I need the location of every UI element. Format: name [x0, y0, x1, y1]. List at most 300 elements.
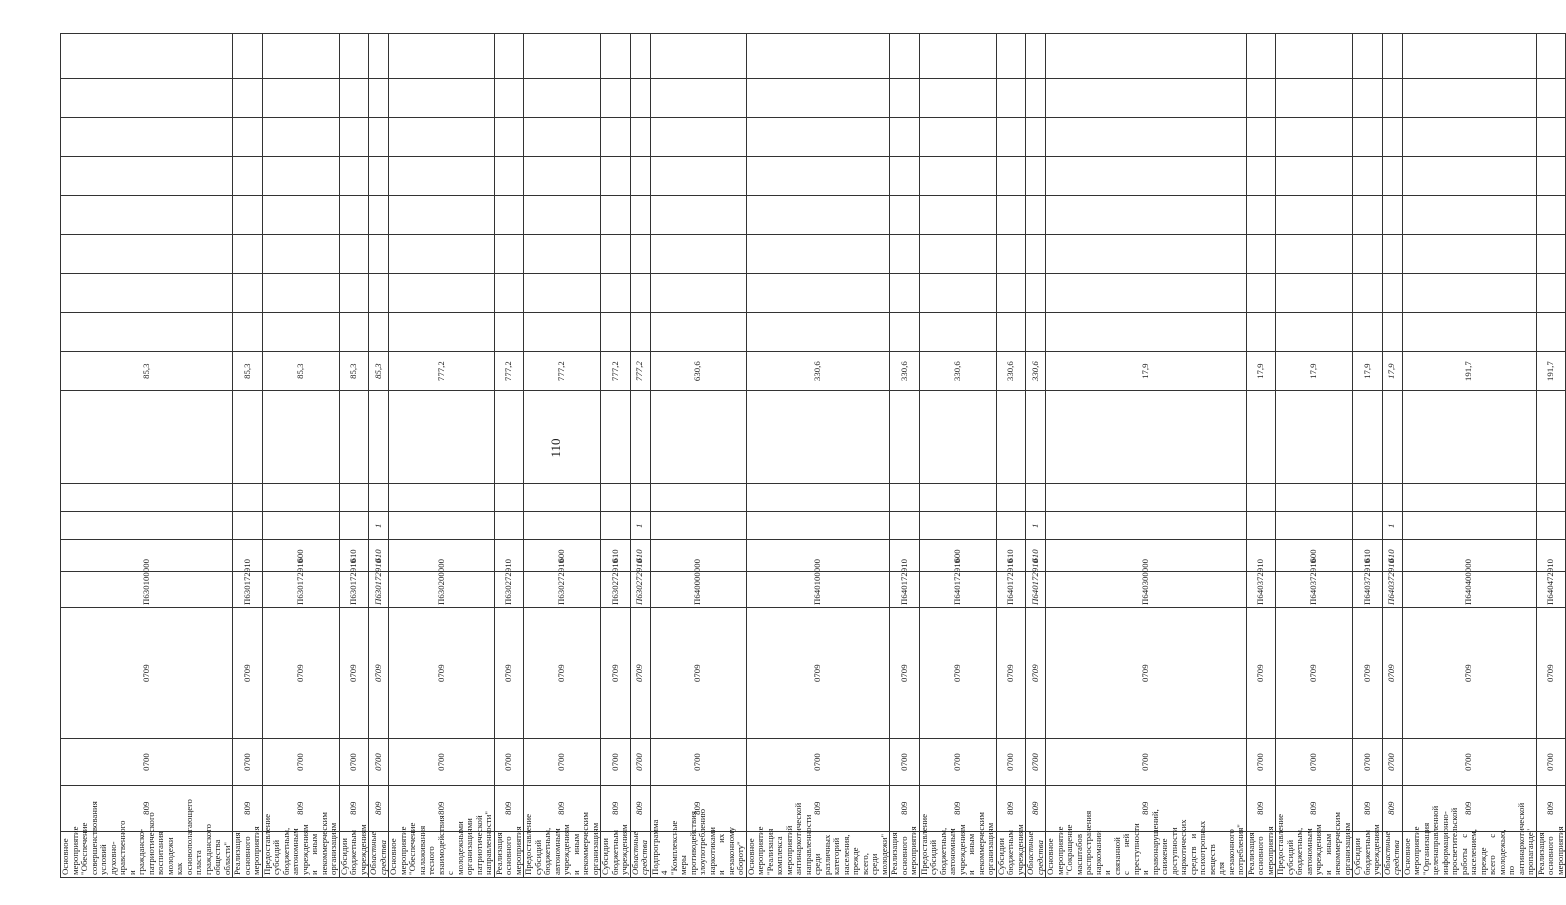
cell-cs: П640100000: [746, 572, 890, 608]
empty-cell: [746, 78, 890, 117]
empty-cell: [61, 234, 233, 273]
cell-flag: 1: [1026, 512, 1046, 540]
empty-cell: [630, 273, 650, 312]
empty-cell: [233, 117, 263, 156]
empty-cell: [61, 313, 233, 352]
empty-cell: [890, 117, 920, 156]
table-row: [630, 34, 650, 878]
table-row: [389, 34, 495, 878]
cell-amount: 191,7: [1536, 352, 1566, 391]
cell-cs: П630172910: [262, 572, 339, 608]
empty-cell: [61, 273, 233, 312]
empty-cell: [1046, 78, 1247, 117]
cell-gl: 809: [389, 785, 495, 831]
cell-pr: 0709: [262, 607, 339, 738]
empty-cell: [339, 117, 369, 156]
empty-cell: [601, 34, 631, 79]
empty-cell: [524, 273, 601, 312]
empty-cell: [262, 234, 339, 273]
empty-cell: [890, 483, 920, 511]
cell-amount: 191,7: [1402, 352, 1536, 391]
empty-cell: [389, 483, 495, 511]
empty-cell: [1536, 483, 1566, 511]
cell-gl: 809: [746, 785, 890, 831]
empty-cell: [262, 195, 339, 234]
cell-rz: 0700: [1246, 739, 1276, 785]
cell-name: Областные средства: [1026, 831, 1046, 877]
cell-pr: 0709: [1353, 607, 1383, 738]
cell-name: Областные средства: [369, 831, 389, 877]
empty-cell: [1046, 117, 1247, 156]
cell-rz: 0700: [1046, 739, 1247, 785]
cell-pr: 0709: [233, 607, 263, 738]
empty-cell: [1382, 483, 1402, 511]
cell-pr: 0709: [1536, 607, 1566, 738]
cell-rz: 0700: [919, 739, 996, 785]
empty-cell: [601, 78, 631, 117]
cell-pr: 0709: [601, 607, 631, 738]
empty-cell: [1536, 78, 1566, 117]
empty-cell: [494, 313, 524, 352]
cell-gl: 809: [1246, 785, 1276, 831]
empty-cell: [1046, 483, 1247, 511]
empty-cell: [1382, 156, 1402, 195]
cell-flag: [1402, 512, 1536, 540]
budget-table-body: [61, 34, 1566, 878]
cell-name: Субсидии бюджетным учреждениям: [601, 831, 631, 877]
empty-cell: [1402, 391, 1536, 483]
empty-cell: [1402, 234, 1536, 273]
rotated-page: [60, 33, 1565, 878]
cell-name: Субсидии бюджетным учреждениям: [339, 831, 369, 877]
table-row: [919, 34, 996, 878]
empty-cell: [746, 195, 890, 234]
empty-cell: [494, 195, 524, 234]
cell-gl: 809: [369, 785, 389, 831]
empty-cell: [233, 78, 263, 117]
cell-rz: 0700: [1402, 739, 1536, 785]
empty-cell: [919, 273, 996, 312]
empty-cell: [1353, 34, 1383, 79]
cell-amount: 17,9: [1382, 352, 1402, 391]
empty-cell: [1026, 483, 1046, 511]
empty-cell: [1536, 156, 1566, 195]
empty-cell: [601, 273, 631, 312]
cell-vr: 610: [1382, 540, 1402, 572]
empty-cell: [630, 483, 650, 511]
empty-cell: [262, 78, 339, 117]
empty-cell: [524, 156, 601, 195]
empty-cell: [746, 313, 890, 352]
empty-cell: [1276, 78, 1353, 117]
empty-cell: [650, 273, 746, 312]
empty-cell: [262, 483, 339, 511]
cell-cs: П640472910: [1536, 572, 1566, 608]
cell-name: Субсидии бюджетным учреждениям: [996, 831, 1026, 877]
cell-amount: 330,6: [1026, 352, 1046, 391]
empty-cell: [233, 273, 263, 312]
cell-gl: 809: [601, 785, 631, 831]
empty-cell: [369, 234, 389, 273]
empty-cell: [1353, 195, 1383, 234]
cell-gl: 809: [890, 785, 920, 831]
empty-cell: [650, 34, 746, 79]
empty-cell: [601, 234, 631, 273]
cell-pr: 0709: [1382, 607, 1402, 738]
cell-cs: П630200000: [389, 572, 495, 608]
cell-cs: П640372910: [1276, 572, 1353, 608]
empty-cell: [1026, 156, 1046, 195]
cell-amount: 777,2: [389, 352, 495, 391]
cell-amount: 17,9: [1046, 352, 1247, 391]
empty-cell: [996, 78, 1026, 117]
empty-cell: [339, 313, 369, 352]
cell-amount: 330,6: [919, 352, 996, 391]
empty-cell: [1382, 195, 1402, 234]
empty-cell: [1276, 234, 1353, 273]
empty-cell: [339, 391, 369, 483]
table-row: [650, 34, 746, 878]
empty-cell: [1246, 391, 1276, 483]
empty-cell: [524, 483, 601, 511]
empty-cell: [61, 78, 233, 117]
cell-cs: П630100000: [61, 572, 233, 608]
cell-flag: [919, 512, 996, 540]
empty-cell: [919, 195, 996, 234]
cell-gl: 809: [1382, 785, 1402, 831]
cell-name: Основное мероприятие "Обеспечение совершенствования условий духовно-нравственного и гражданско-патриотического воспитания молодежи как основополагающего пласта гражданского общества области": [61, 831, 233, 877]
empty-cell: [494, 34, 524, 79]
cell-rz: 0700: [389, 739, 495, 785]
table-row: [1046, 34, 1247, 878]
table-row: [1353, 34, 1383, 878]
cell-pr: 0709: [996, 607, 1026, 738]
cell-name: Областные средства: [1382, 831, 1402, 877]
cell-flag: [1353, 512, 1383, 540]
empty-cell: [630, 117, 650, 156]
empty-cell: [996, 195, 1026, 234]
cell-gl: 809: [524, 785, 601, 831]
empty-cell: [339, 195, 369, 234]
cell-amount: 330,6: [746, 352, 890, 391]
empty-cell: [233, 34, 263, 79]
empty-cell: [369, 78, 389, 117]
cell-name: Реализация основного мероприятия: [494, 831, 524, 877]
cell-amount: 85,3: [61, 352, 233, 391]
cell-rz: 0700: [1382, 739, 1402, 785]
table-row: [369, 34, 389, 878]
empty-cell: [1402, 34, 1536, 79]
empty-cell: [1026, 78, 1046, 117]
empty-cell: [601, 117, 631, 156]
cell-rz: 0700: [890, 739, 920, 785]
cell-gl: 809: [1536, 785, 1566, 831]
empty-cell: [630, 313, 650, 352]
empty-cell: [630, 391, 650, 483]
cell-pr: 0709: [1402, 607, 1536, 738]
empty-cell: [1382, 78, 1402, 117]
empty-cell: [1353, 156, 1383, 195]
empty-cell: [524, 117, 601, 156]
empty-cell: [996, 391, 1026, 483]
empty-cell: [601, 391, 631, 483]
empty-cell: [1026, 234, 1046, 273]
empty-cell: [601, 483, 631, 511]
empty-cell: [1246, 313, 1276, 352]
empty-cell: [494, 273, 524, 312]
cell-name: Предоставление субсидий бюджетным, автономным учреждениям и иным некоммерческим организациям: [262, 831, 339, 877]
empty-cell: [919, 234, 996, 273]
empty-cell: [601, 195, 631, 234]
empty-cell: [890, 234, 920, 273]
cell-gl: 809: [1402, 785, 1536, 831]
cell-name: Предоставление субсидий бюджетным, автономным учреждениям и иным некоммерческим организациям: [524, 831, 601, 877]
empty-cell: [1276, 483, 1353, 511]
empty-cell: [1026, 313, 1046, 352]
cell-flag: [996, 512, 1026, 540]
empty-cell: [1536, 195, 1566, 234]
empty-cell: [494, 156, 524, 195]
empty-cell: [1026, 117, 1046, 156]
empty-cell: [233, 156, 263, 195]
cell-cs: П630172910: [233, 572, 263, 608]
empty-cell: [369, 483, 389, 511]
cell-vr: 610: [339, 540, 369, 572]
cell-flag: [524, 512, 601, 540]
empty-cell: [890, 78, 920, 117]
cell-name: Предоставление субсидий бюджетным, автономным учреждениям и иным некоммерческим организациям: [919, 831, 996, 877]
cell-gl: 809: [494, 785, 524, 831]
cell-flag: [494, 512, 524, 540]
empty-cell: [1382, 273, 1402, 312]
cell-flag: [1046, 512, 1247, 540]
cell-name: Подпрограмма 4 "Комплексные меры противодействия злоупотреблению наркотиками и их незаконному обороту": [650, 831, 746, 877]
empty-cell: [369, 117, 389, 156]
empty-cell: [494, 117, 524, 156]
empty-cell: [1382, 34, 1402, 79]
cell-rz: 0700: [524, 739, 601, 785]
empty-cell: [1402, 273, 1536, 312]
empty-cell: [890, 273, 920, 312]
empty-cell: [630, 156, 650, 195]
empty-cell: [1046, 156, 1247, 195]
cell-rz: 0700: [746, 739, 890, 785]
empty-cell: [369, 34, 389, 79]
empty-cell: [650, 78, 746, 117]
empty-cell: [524, 313, 601, 352]
empty-cell: [890, 391, 920, 483]
cell-flag: [61, 512, 233, 540]
empty-cell: [1353, 483, 1383, 511]
empty-cell: [996, 273, 1026, 312]
table-row: [746, 34, 890, 878]
cell-gl: 809: [996, 785, 1026, 831]
empty-cell: [1353, 391, 1383, 483]
empty-cell: [524, 195, 601, 234]
cell-gl: 809: [1026, 785, 1046, 831]
cell-rz: 0700: [630, 739, 650, 785]
cell-gl: 809: [61, 785, 233, 831]
empty-cell: [996, 234, 1026, 273]
empty-cell: [61, 117, 233, 156]
empty-cell: [1536, 34, 1566, 79]
cell-amount: 777,2: [524, 352, 601, 391]
cell-name: Основное мероприятие "Организация целенаправленной информационно-просветительской работы с населением, прежде всего с молодежью, по антинаркотической пропаганде": [1402, 831, 1536, 877]
cell-flag: [1276, 512, 1353, 540]
cell-flag: [389, 512, 495, 540]
cell-rz: 0700: [996, 739, 1026, 785]
cell-gl: 809: [262, 785, 339, 831]
cell-gl: 809: [233, 785, 263, 831]
cell-pr: 0709: [524, 607, 601, 738]
table-row: [1536, 34, 1566, 878]
empty-cell: [1046, 273, 1247, 312]
empty-cell: [1246, 483, 1276, 511]
empty-cell: [650, 156, 746, 195]
cell-rz: 0700: [1353, 739, 1383, 785]
cell-pr: 0709: [389, 607, 495, 738]
cell-amount: 17,9: [1353, 352, 1383, 391]
empty-cell: [1382, 234, 1402, 273]
empty-cell: [494, 78, 524, 117]
empty-cell: [1026, 391, 1046, 483]
cell-gl: 809: [339, 785, 369, 831]
cell-rz: 0700: [369, 739, 389, 785]
empty-cell: [369, 195, 389, 234]
cell-cs: П640172910: [996, 572, 1026, 608]
empty-cell: [389, 195, 495, 234]
empty-cell: [1046, 313, 1247, 352]
cell-cs: П640372910: [1382, 572, 1402, 608]
cell-cs: П640172910: [919, 572, 996, 608]
empty-cell: [746, 273, 890, 312]
empty-cell: [890, 195, 920, 234]
cell-cs: П630172910: [339, 572, 369, 608]
cell-pr: 0709: [650, 607, 746, 738]
cell-cs: П640172910: [890, 572, 920, 608]
empty-cell: [262, 391, 339, 483]
empty-cell: [1276, 117, 1353, 156]
cell-vr: 610: [369, 540, 389, 572]
cell-cs: П640000000: [650, 572, 746, 608]
empty-cell: [1276, 273, 1353, 312]
cell-amount: 17,9: [1276, 352, 1353, 391]
empty-cell: [1026, 273, 1046, 312]
empty-cell: [650, 234, 746, 273]
cell-rz: 0700: [601, 739, 631, 785]
empty-cell: [524, 78, 601, 117]
empty-cell: [996, 483, 1026, 511]
cell-cs: П630172910: [369, 572, 389, 608]
empty-cell: [746, 483, 890, 511]
cell-amount: 85,3: [262, 352, 339, 391]
cell-name: Реализация основного мероприятия: [1536, 831, 1566, 877]
cell-flag: [601, 512, 631, 540]
cell-flag: [890, 512, 920, 540]
empty-cell: [339, 34, 369, 79]
empty-cell: [1246, 195, 1276, 234]
cell-pr: 0709: [369, 607, 389, 738]
empty-cell: [61, 195, 233, 234]
table-row: [890, 34, 920, 878]
empty-cell: [1026, 34, 1046, 79]
cell-rz: 0700: [1026, 739, 1046, 785]
cell-cs: П640372910: [1246, 572, 1276, 608]
empty-cell: [1246, 234, 1276, 273]
cell-name: Основное мероприятие "Реализация комплекса мероприятий антинаркотической направленности среди различных категорий населения, прежде всего, среди молодежи": [746, 831, 890, 877]
empty-cell: [890, 34, 920, 79]
empty-cell: [1353, 78, 1383, 117]
empty-cell: [1246, 78, 1276, 117]
cell-vr: 610: [996, 540, 1026, 572]
cell-amount: 330,6: [890, 352, 920, 391]
table-row: [339, 34, 369, 878]
cell-name: Реализация основного мероприятия: [890, 831, 920, 877]
cell-gl: 809: [1353, 785, 1383, 831]
empty-cell: [1246, 34, 1276, 79]
cell-pr: 0709: [919, 607, 996, 738]
table-row: [61, 34, 233, 878]
empty-cell: [1402, 117, 1536, 156]
empty-cell: [1353, 273, 1383, 312]
empty-cell: [1276, 34, 1353, 79]
empty-cell: [369, 391, 389, 483]
cell-pr: 0709: [630, 607, 650, 738]
cell-cs: П630272910: [494, 572, 524, 608]
empty-cell: [61, 483, 233, 511]
empty-cell: [262, 273, 339, 312]
empty-cell: [1353, 234, 1383, 273]
cell-vr: 600: [919, 540, 996, 572]
empty-cell: [1402, 195, 1536, 234]
empty-cell: [262, 313, 339, 352]
empty-cell: [919, 156, 996, 195]
empty-cell: [389, 234, 495, 273]
cell-rz: 0700: [1536, 739, 1566, 785]
cell-gl: 809: [1046, 785, 1247, 831]
empty-cell: [1046, 34, 1247, 79]
empty-cell: [1536, 117, 1566, 156]
cell-amount: 777,2: [630, 352, 650, 391]
cell-flag: [1536, 512, 1566, 540]
empty-cell: [890, 313, 920, 352]
empty-cell: [262, 34, 339, 79]
empty-cell: [601, 313, 631, 352]
cell-rz: 0700: [1276, 739, 1353, 785]
empty-cell: [339, 156, 369, 195]
empty-cell: [1402, 78, 1536, 117]
empty-cell: [389, 273, 495, 312]
cell-cs: П630272910: [601, 572, 631, 608]
cell-pr: 0709: [494, 607, 524, 738]
cell-flag: [746, 512, 890, 540]
empty-cell: [262, 117, 339, 156]
cell-name: Предоставление субсидий бюджетным, автономным учреждениям и иным некоммерческим организациям: [1276, 831, 1353, 877]
empty-cell: [369, 273, 389, 312]
cell-amount: 17,9: [1246, 352, 1276, 391]
empty-cell: [233, 391, 263, 483]
cell-amount: 630,6: [650, 352, 746, 391]
cell-name: Субсидии бюджетным учреждениям: [1353, 831, 1383, 877]
cell-vr: 610: [630, 540, 650, 572]
empty-cell: [919, 117, 996, 156]
table-row: [494, 34, 524, 878]
empty-cell: [746, 156, 890, 195]
cell-rz: 0700: [233, 739, 263, 785]
empty-cell: [1026, 195, 1046, 234]
cell-name: Основное мероприятие "Обеспечение налаживания тесного взаимодействия с молодежными организациями патриотической направленности": [389, 831, 495, 877]
empty-cell: [650, 313, 746, 352]
